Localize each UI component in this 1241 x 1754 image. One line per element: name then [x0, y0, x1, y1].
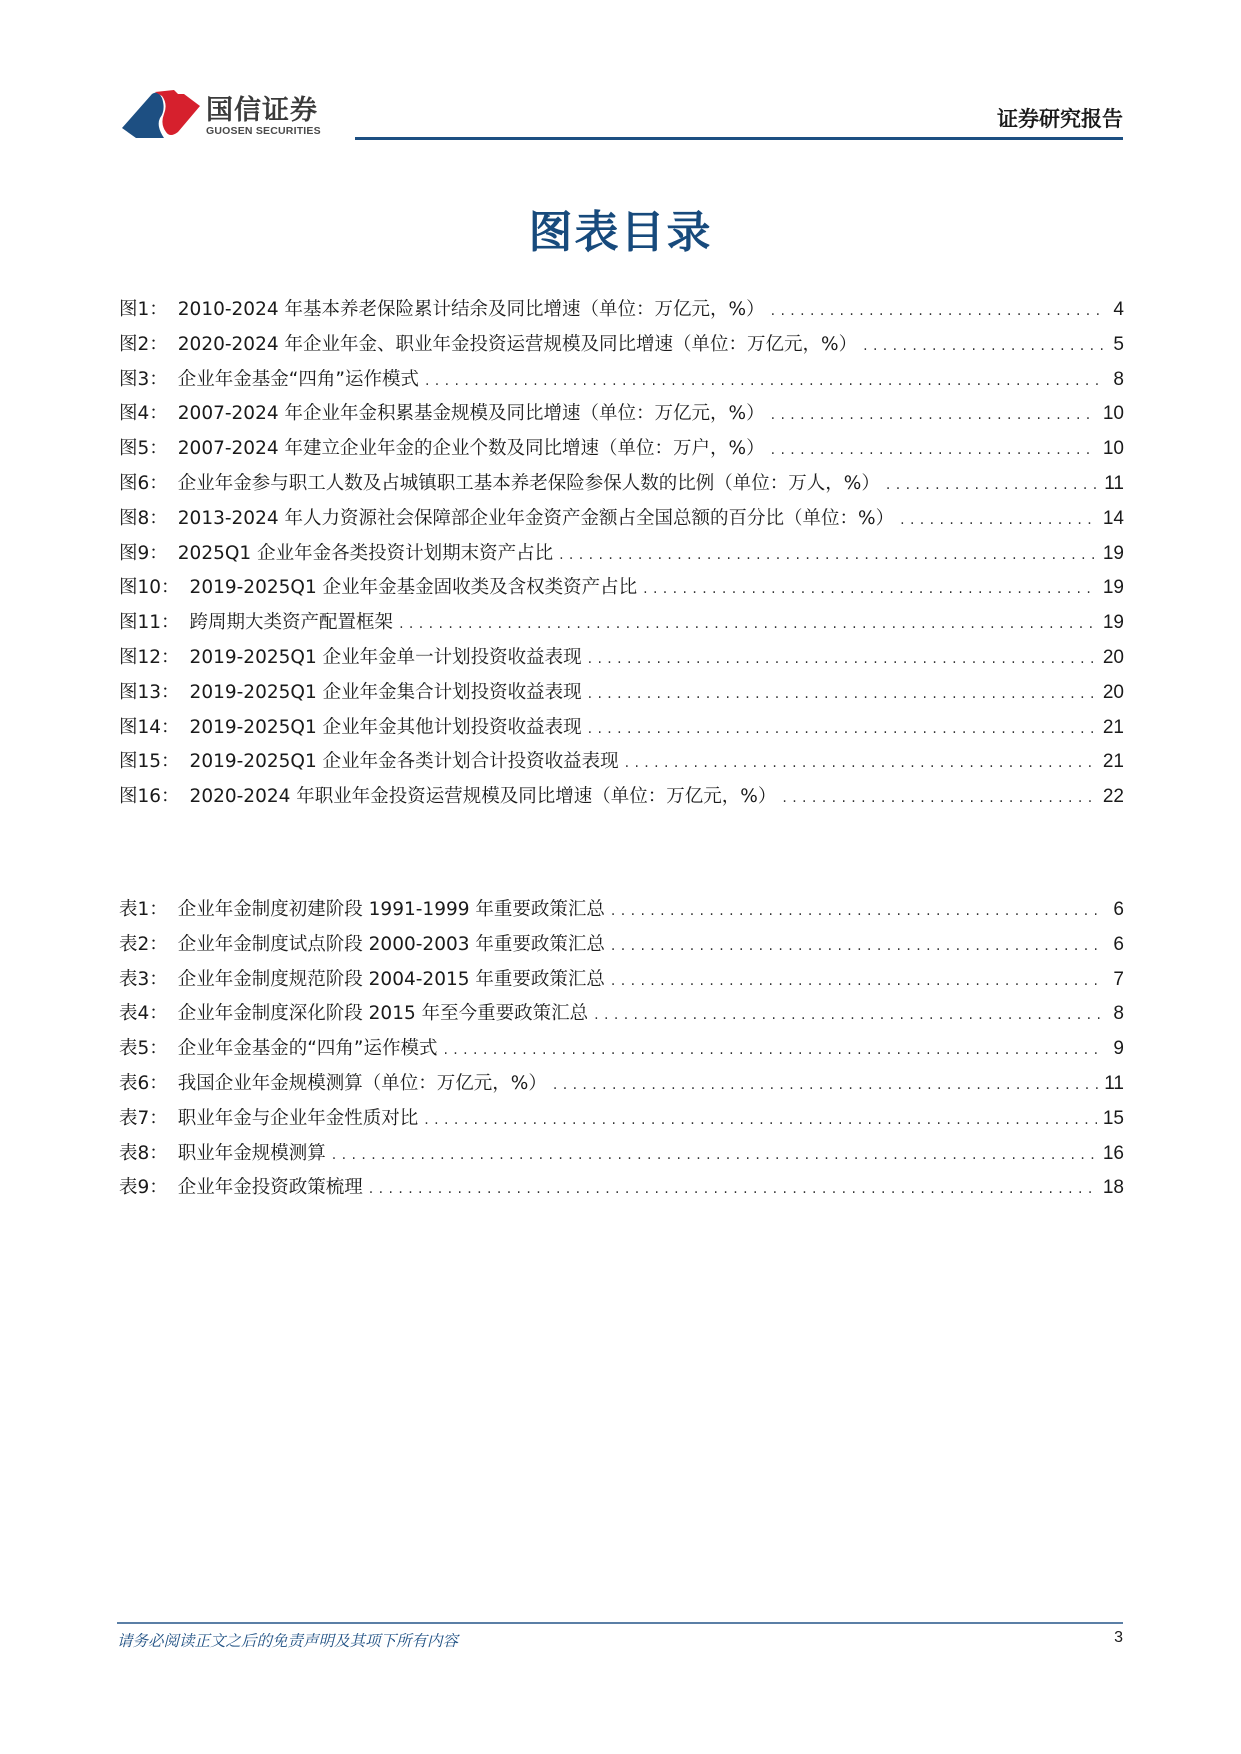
toc-entry-label: 表9： — [119, 1177, 168, 1199]
toc-entry-title: 企业年金投资政策梳理 — [177, 1177, 363, 1199]
footer-divider — [117, 1622, 1123, 1624]
toc-entry-title: 2019-2025Q1 企业年金基金固收类及含权类资产占比 — [189, 577, 638, 599]
figure-toc-entry[interactable] — [119, 397, 1124, 432]
toc-entry-page: 10 — [1102, 438, 1124, 460]
toc-entry-title: 企业年金参与职工人数及占城镇职工基本养老保险参保人数的比例（单位：万人，%） — [177, 472, 880, 494]
toc-entry-label: 表5： — [119, 1038, 168, 1060]
toc-entry-title: 企业年金基金“四角”运作模式 — [177, 368, 419, 390]
toc-dot-leader — [399, 607, 1097, 642]
toc-entry-label: 图11： — [119, 612, 180, 634]
brand-name-cn: 国信证券 — [206, 95, 318, 126]
toc-dot-leader — [553, 1068, 1098, 1103]
toc-entry-title: 企业年金基金的“四角”运作模式 — [177, 1038, 438, 1060]
toc-entry-label: 表1： — [119, 899, 168, 920]
toc-entry-label: 表7： — [119, 1107, 168, 1129]
figure-toc-entry[interactable] — [119, 537, 1124, 572]
table-toc-entry[interactable] — [119, 1067, 1124, 1102]
toc-entry-label: 图2： — [119, 333, 168, 355]
toc-entry-title: 2007-2024 年企业年金积累基金规模及同比增速（单位：万亿元，%） — [177, 403, 765, 425]
toc-entry-title: 职业年金与企业年金性质对比 — [177, 1107, 419, 1129]
table-toc-entry[interactable] — [119, 997, 1124, 1032]
toc-dot-leader — [588, 677, 1097, 712]
toc-entry-page: 22 — [1102, 786, 1124, 808]
table-toc-entry[interactable] — [119, 963, 1124, 998]
toc-entry-page: 19 — [1102, 577, 1124, 599]
toc-entry-page: 20 — [1102, 646, 1124, 668]
toc-entry-page: 19 — [1102, 542, 1124, 564]
figure-toc-entry[interactable] — [119, 502, 1124, 537]
figure-toc-entry[interactable] — [119, 641, 1124, 676]
toc-entry-page: 5 — [1113, 333, 1124, 355]
figure-toc-entry[interactable] — [119, 711, 1124, 746]
toc-entry-title: 2019-2025Q1 企业年金其他计划投资收益表现 — [189, 716, 582, 738]
toc-entry-page: 8 — [1113, 1003, 1124, 1025]
toc-entry-title: 2019-2025Q1 企业年金单一计划投资收益表现 — [189, 646, 582, 668]
toc-entry-label: 图9： — [119, 542, 168, 564]
toc-entry-title: 我国企业年金规模测算（单位：万亿元，%） — [177, 1072, 547, 1094]
page-number: 3 — [1114, 1629, 1123, 1646]
toc-entry-title: 2010-2024 年基本养老保险累计结余及同比增速（单位：万亿元，%） — [177, 299, 765, 320]
toc-entry-label: 图3： — [119, 368, 168, 390]
toc-entry-page: 8 — [1113, 368, 1124, 390]
toc-entry-page: 6 — [1113, 899, 1124, 920]
toc-entry-title: 企业年金制度试点阶段 2000-2003 年重要政策汇总 — [177, 933, 605, 955]
toc-entry-label: 图8： — [119, 507, 168, 529]
figure-toc-entry[interactable] — [119, 363, 1124, 398]
toc-entry-title: 2025Q1 企业年金各类投资计划期末资产占比 — [177, 542, 554, 564]
toc-entry-page: 18 — [1102, 1177, 1124, 1199]
toc-entry-label: 图15： — [119, 751, 180, 773]
toc-dot-leader — [588, 712, 1097, 747]
toc-entry-page: 11 — [1104, 1072, 1124, 1094]
toc-entry-title: 企业年金制度规范阶段 2004-2015 年重要政策汇总 — [177, 968, 605, 990]
toc-entry-title: 2013-2024 年人力资源社会保障部企业年金资产金额占全国总额的百分比（单位：%） — [177, 507, 895, 529]
toc-entry-page: 20 — [1102, 681, 1124, 703]
figure-toc-entry[interactable] — [119, 328, 1124, 363]
toc-entry-page: 6 — [1113, 933, 1124, 955]
toc-entry-page: 21 — [1102, 716, 1124, 738]
toc-entry-page: 10 — [1102, 403, 1124, 425]
toc-dot-leader — [611, 929, 1104, 964]
table-toc-entry[interactable] — [119, 893, 1124, 928]
toc-dot-leader — [771, 294, 1104, 329]
toc-entry-page: 11 — [1104, 472, 1124, 494]
toc-entry-page: 21 — [1102, 751, 1124, 773]
figure-toc-entry[interactable] — [119, 571, 1124, 606]
toc-entry-page: 16 — [1102, 1142, 1124, 1164]
toc-entry-label: 表8： — [119, 1142, 168, 1164]
figure-toc-entry[interactable] — [119, 745, 1124, 780]
toc-entry-title: 2020-2024 年职业年金投资运营规模及同比增速（单位：万亿元，%） — [189, 786, 777, 808]
page-title: 图表目录 — [528, 207, 713, 258]
table-list — [119, 893, 1124, 1206]
toc-entry-title: 跨周期大类资产配置框架 — [189, 612, 394, 634]
toc-entry-title: 企业年金制度初建阶段 1991-1999 年重要政策汇总 — [177, 899, 605, 920]
toc-entry-label: 图5： — [119, 438, 168, 460]
toc-dot-leader — [425, 364, 1104, 399]
figure-toc-entry[interactable] — [119, 293, 1124, 328]
figure-toc-entry[interactable] — [119, 606, 1124, 641]
toc-entry-page: 15 — [1102, 1107, 1124, 1129]
figure-toc-entry[interactable] — [119, 780, 1124, 815]
report-type-label: 证券研究报告 — [997, 107, 1123, 131]
toc-entry-label: 图10： — [119, 577, 180, 599]
toc-dot-leader — [863, 329, 1104, 364]
toc-entry-label: 表3： — [119, 968, 168, 990]
toc-entry-label: 图14： — [119, 716, 180, 738]
toc-entry-title: 2007-2024 年建立企业年金的企业个数及同比增速（单位：万户，%） — [177, 438, 765, 460]
guosen-logo — [122, 88, 342, 140]
toc-dot-leader — [771, 433, 1097, 468]
toc-dot-leader — [611, 964, 1104, 999]
figure-toc-entry[interactable] — [119, 467, 1124, 502]
toc-entry-label: 图12： — [119, 646, 180, 668]
toc-dot-leader — [771, 398, 1097, 433]
disclaimer-text: 请务必阅读正文之后的免责声明及其项下所有内容 — [117, 1632, 459, 1650]
toc-entry-title: 2019-2025Q1 企业年金各类计划合计投资收益表现 — [189, 751, 619, 773]
toc-dot-leader — [900, 503, 1097, 538]
toc-entry-label: 图4： — [119, 403, 168, 425]
table-toc-entry[interactable] — [119, 928, 1124, 963]
toc-entry-label: 图6： — [119, 472, 168, 494]
toc-entry-label: 表4： — [119, 1003, 168, 1025]
toc-dot-leader — [594, 998, 1104, 1033]
toc-dot-leader — [625, 746, 1097, 781]
toc-entry-label: 图16： — [119, 786, 180, 808]
toc-entry-page: 4 — [1113, 299, 1124, 320]
toc-dot-leader — [611, 894, 1104, 929]
toc-entry-title: 2020-2024 年企业年金、职业年金投资运营规模及同比增速（单位：万亿元，%） — [177, 333, 858, 355]
toc-dot-leader — [443, 1033, 1104, 1068]
header-divider — [355, 137, 1123, 140]
figure-toc-entry[interactable] — [119, 432, 1124, 467]
table-toc-entry[interactable] — [119, 1137, 1124, 1172]
toc-dot-leader — [782, 781, 1097, 816]
toc-dot-leader — [424, 1103, 1097, 1138]
toc-entry-page: 9 — [1113, 1038, 1124, 1060]
table-toc-entry[interactable] — [119, 1171, 1124, 1206]
toc-dot-leader — [559, 538, 1097, 573]
brand-name-en: GUOSEN SECURITIES — [206, 125, 321, 137]
guosen-logo-icon — [122, 88, 202, 140]
toc-entry-page: 19 — [1102, 612, 1124, 634]
toc-entry-title: 企业年金制度深化阶段 2015 年至今重要政策汇总 — [177, 1003, 589, 1025]
toc-dot-leader — [643, 572, 1097, 607]
toc-entry-label: 表6： — [119, 1072, 168, 1094]
toc-dot-leader — [332, 1138, 1097, 1173]
table-toc-entry[interactable] — [119, 1032, 1124, 1067]
figure-toc-entry[interactable] — [119, 676, 1124, 711]
toc-entry-label: 图13： — [119, 681, 180, 703]
figure-list — [119, 293, 1124, 815]
toc-entry-title: 2019-2025Q1 企业年金集合计划投资收益表现 — [189, 681, 582, 703]
page-header — [0, 0, 1241, 150]
toc-entry-title: 职业年金规模测算 — [177, 1142, 326, 1164]
toc-entry-label: 表2： — [119, 933, 168, 955]
toc-entry-page: 7 — [1113, 968, 1124, 990]
toc-entry-page: 14 — [1102, 507, 1124, 529]
toc-entry-label: 图1： — [119, 299, 168, 320]
toc-dot-leader — [588, 642, 1097, 677]
toc-dot-leader — [886, 468, 1098, 503]
toc-dot-leader — [369, 1172, 1097, 1207]
table-toc-entry[interactable] — [119, 1102, 1124, 1137]
